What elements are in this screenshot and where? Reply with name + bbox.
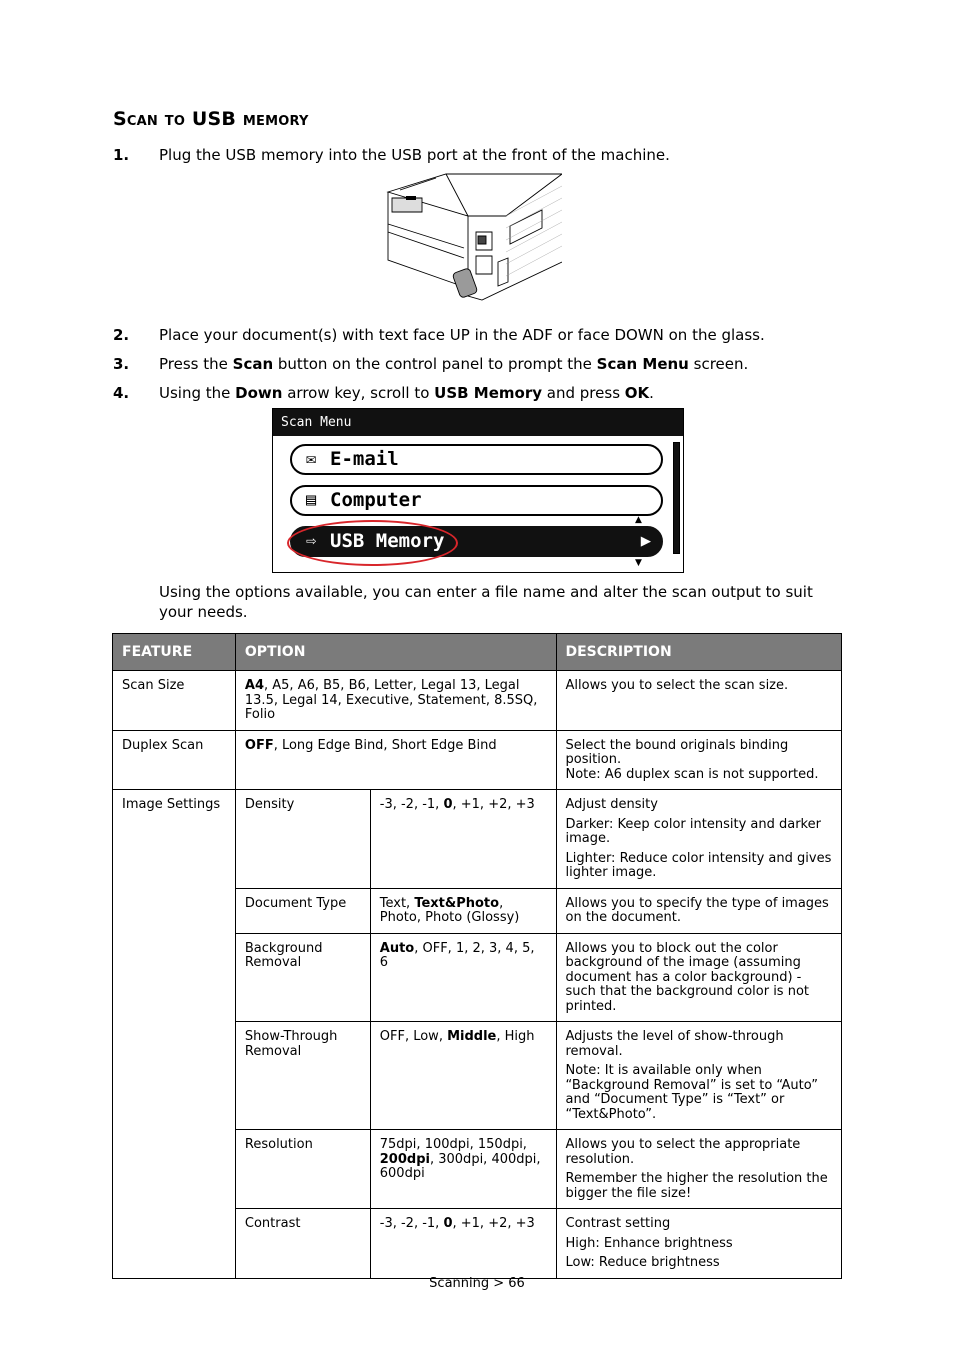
description-cell: Allows you to select the scan size. [556, 671, 842, 731]
table-header-row [113, 634, 842, 671]
step-number: 2. [113, 326, 130, 344]
step-text: Place your document(s) with text face UP in the ADF or face DOWN on the glass. [159, 326, 765, 344]
header-description: DESCRIPTION [556, 634, 842, 671]
description-cell: Allows you to select the appropriate resolution. Remember the higher the resolution the bigger the file size! [556, 1130, 842, 1209]
scroll-up-icon: ▲ [635, 515, 642, 525]
setting-values-cell: 75dpi, 100dpi, 150dpi, 200dpi, 300dpi, 400dpi, 600dpi [370, 1130, 556, 1209]
menu-item-computer[interactable] [290, 485, 663, 516]
step-text: Using the Down arrow key, scroll to USB Memory and press OK. [159, 384, 654, 402]
option-cell: OFF, Long Edge Bind, Short Edge Bind [235, 730, 556, 790]
setting-name-cell: Density [235, 790, 370, 889]
step-number: 1. [113, 146, 130, 164]
step-text: Plug the USB memory into the USB port at the front of the machine. [159, 146, 670, 164]
printer-usb-port-illustration [386, 172, 562, 304]
step-number: 3. [113, 355, 130, 373]
feature-cell: Image Settings [113, 790, 236, 1279]
scan-menu-header: Scan Menu [273, 409, 683, 436]
setting-values-cell: Auto, OFF, 1, 2, 3, 4, 5, 6 [370, 933, 556, 1022]
setting-values-cell: -3, -2, -1, 0, +1, +2, +3 [370, 790, 556, 889]
step-text: Press the Scan button on the control panel to prompt the Scan Menu screen. [159, 355, 749, 373]
play-arrow-icon: ▶ [640, 531, 651, 551]
menu-scrollbar[interactable] [673, 442, 680, 554]
header-option: OPTION [235, 634, 556, 671]
feature-cell: Scan Size [113, 671, 236, 731]
envelope-icon: ✉ [306, 449, 317, 469]
usb-icon: ⇨ [306, 531, 317, 551]
option-cell: A4, A5, A6, B5, B6, Letter, Legal 13, Legal 13.5, Legal 14, Executive, Statement, 8.5SQ, Folio [235, 671, 556, 731]
setting-name-cell: Document Type [235, 888, 370, 933]
menu-item-label: USB Memory [330, 530, 445, 552]
setting-values-cell: OFF, Low, Middle, High [370, 1022, 556, 1130]
menu-item-label: E-mail [330, 448, 399, 470]
table-row [113, 671, 842, 731]
intro-paragraph: Using the options available, you can enter a file name and alter the scan output to suit your needs. [159, 583, 813, 621]
step-number: 4. [113, 384, 130, 402]
computer-icon: ▤ [306, 490, 317, 510]
section-title: Scan to USB memory [113, 108, 309, 130]
menu-item-email[interactable] [290, 444, 663, 475]
description-cell: Select the bound originals binding position. Note: A6 duplex scan is not supported. [556, 730, 842, 790]
scan-menu-screen [272, 408, 684, 573]
highlight-circle [287, 520, 458, 566]
description-cell: Allows you to block out the color background of the image (assuming document has a color background) - such that the background color is not printed. [556, 933, 842, 1022]
description-cell: Adjusts the level of show-through removal. Note: It is available only when “Background Removal” is set to “Auto” and “Document Type” is “Text” or “Text&Photo”. [556, 1022, 842, 1130]
scroll-down-icon: ▼ [635, 558, 642, 568]
description-cell: Contrast setting High: Enhance brightness Low: Reduce brightness [556, 1209, 842, 1279]
setting-values-cell: Text, Text&Photo, Photo, Photo (Glossy) [370, 888, 556, 933]
setting-name-cell: Show-Through Removal [235, 1022, 370, 1130]
settings-table [112, 633, 842, 1279]
setting-values-cell: -3, -2, -1, 0, +1, +2, +3 [370, 1209, 556, 1279]
setting-name-cell: Contrast [235, 1209, 370, 1279]
table-row [113, 730, 842, 790]
page-footer: Scanning > 66 [429, 1276, 525, 1291]
feature-cell: Duplex Scan [113, 730, 236, 790]
description-cell: Adjust density Darker: Keep color intensity and darker image. Lighter: Reduce color intensity and gives lighter image. [556, 790, 842, 889]
setting-name-cell: Background Removal [235, 933, 370, 1022]
setting-name-cell: Resolution [235, 1130, 370, 1209]
header-feature: FEATURE [113, 634, 236, 671]
description-cell: Allows you to specify the type of images on the document. [556, 888, 842, 933]
table-row [113, 790, 842, 889]
menu-item-label: Computer [330, 489, 422, 511]
